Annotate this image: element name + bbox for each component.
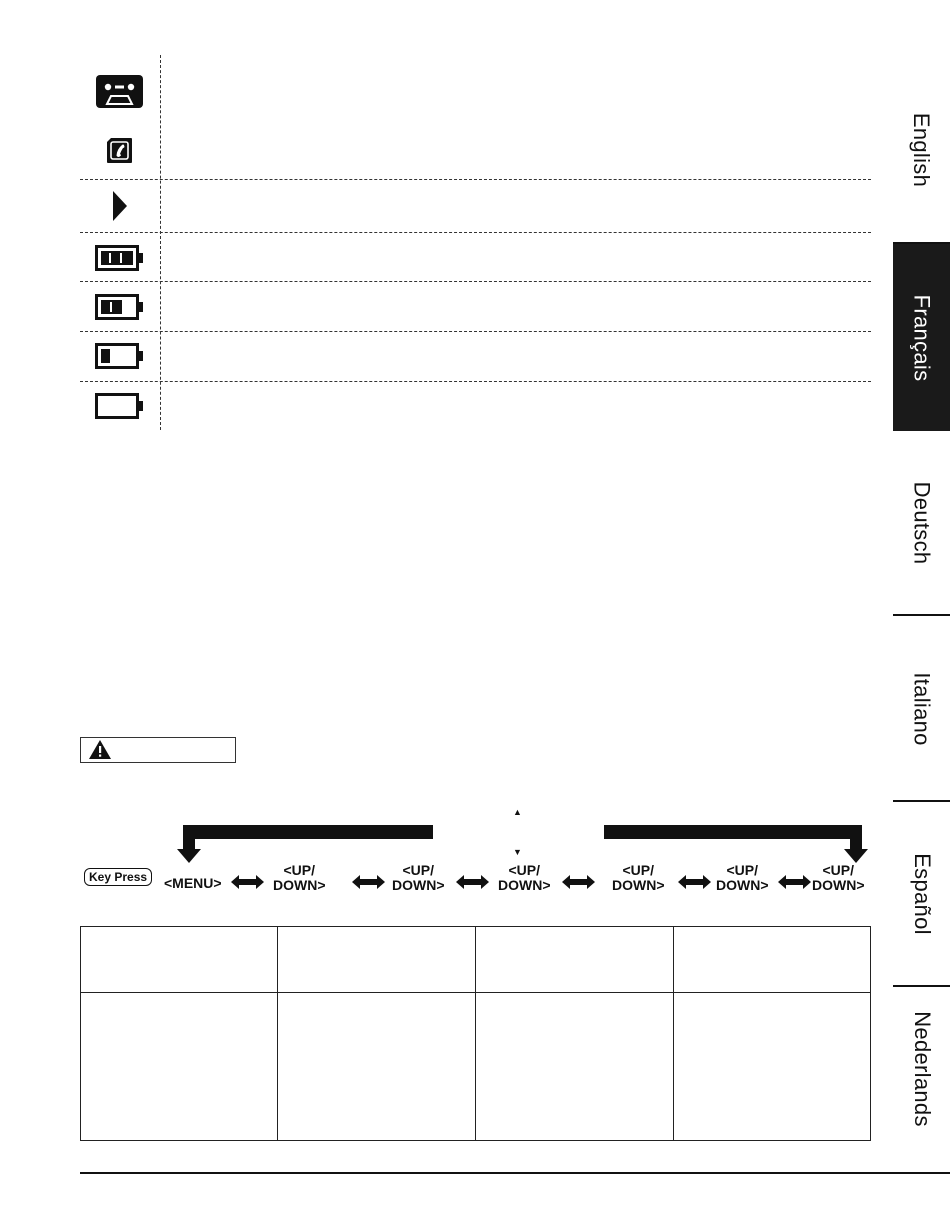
key-press-label: Key Press [84,868,152,886]
warning-triangle-icon [89,740,111,759]
warning-box [80,737,236,763]
up-down-line1: <UP/ [402,862,434,878]
footer-rule [80,1172,950,1174]
tab-label: English [909,112,935,188]
up-down-line2: DOWN> [392,877,445,893]
language-tabs [893,55,950,1150]
up-down-key [612,863,665,893]
table-column-divider [673,927,674,1140]
legend-row-divider [80,281,871,282]
legend-row-divider [80,232,871,233]
tab-label: Español [909,853,935,935]
double-arrow-icon [562,875,595,889]
down-marker: ▼ [513,847,522,857]
tab-english[interactable] [893,55,950,245]
return-arrow-left [175,825,433,865]
legend-row-divider [80,331,871,332]
double-arrow-icon [352,875,385,889]
up-down-line1: <UP/ [508,862,540,878]
tab-label: Italiano [909,671,935,746]
up-down-key [716,863,769,893]
double-arrow-icon [231,875,264,889]
up-down-line1: <UP/ [622,862,654,878]
up-down-line2: DOWN> [612,877,665,893]
legend-row-divider [80,381,871,382]
table-column-divider [475,927,476,1140]
tab-label: Deutsch [909,481,935,565]
up-down-line2: DOWN> [273,877,326,893]
up-down-line1: <UP/ [726,862,758,878]
double-arrow-icon [778,875,811,889]
up-down-line1: <UP/ [822,862,854,878]
tab-nederlands[interactable] [893,987,950,1150]
tab-label: Nederlands [909,1010,935,1127]
battery-full-icon [95,245,145,276]
return-arrow-right [604,825,872,865]
up-down-key [812,863,865,893]
up-down-key [273,863,326,893]
battery-one-third-icon [95,343,145,374]
up-down-key [498,863,551,893]
phone-card-icon [105,136,134,170]
tab-deutsch[interactable] [893,431,950,615]
up-down-line2: DOWN> [498,877,551,893]
up-down-key [392,863,445,893]
double-arrow-icon [678,875,711,889]
settings-table [80,926,871,1141]
tab-italiano[interactable] [893,616,950,801]
key-press-flow [0,800,950,900]
double-arrow-icon [456,875,489,889]
up-down-line2: DOWN> [716,877,769,893]
legend-column-divider [160,55,161,430]
cassette-icon [96,75,143,113]
play-triangle-icon [113,191,127,226]
up-down-line2: DOWN> [812,877,865,893]
legend-row-divider [80,179,871,180]
menu-key: <MENU> [164,875,222,891]
table-row-divider [81,992,870,993]
tab-francais[interactable] [893,244,950,431]
tab-label: Français [909,294,935,381]
battery-two-thirds-icon [95,294,145,325]
battery-empty-icon [95,393,145,424]
up-marker: ▲ [513,807,522,817]
table-column-divider [277,927,278,1140]
up-down-line1: <UP/ [283,862,315,878]
